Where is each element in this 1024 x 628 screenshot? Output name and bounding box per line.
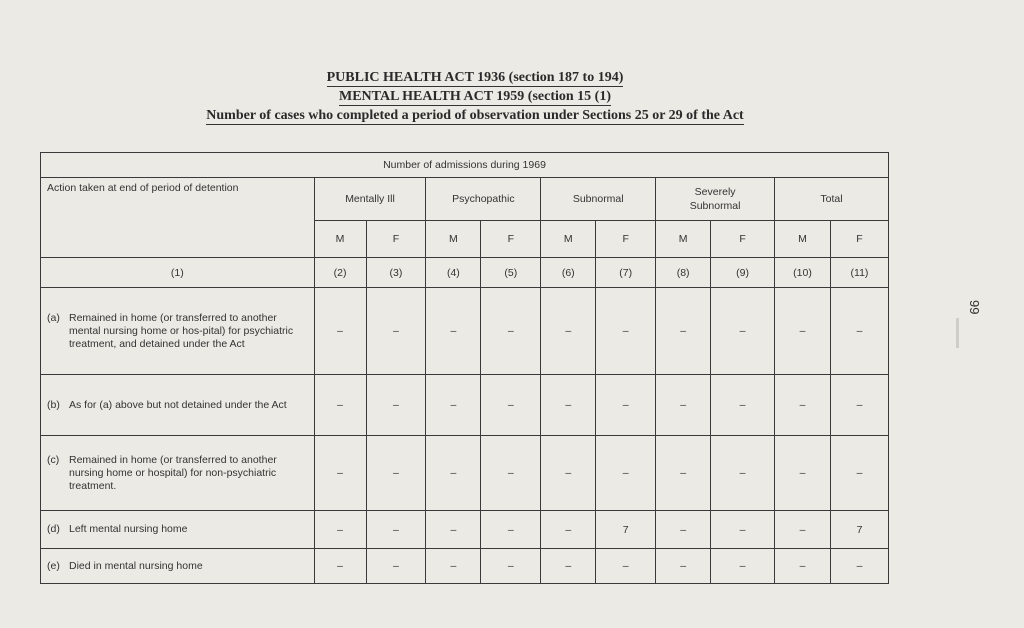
title-line-1: PUBLIC HEALTH ACT 1936 (section 187 to 194) xyxy=(326,70,624,85)
cell: – xyxy=(656,549,711,584)
cell: – xyxy=(481,549,541,584)
binding-mark xyxy=(956,318,959,348)
table-row xyxy=(41,436,889,511)
cell: – xyxy=(481,288,541,375)
sex-header: F xyxy=(366,221,426,258)
table-row xyxy=(41,375,889,436)
col-number: (7) xyxy=(596,258,656,288)
cell: – xyxy=(711,288,775,375)
cell: – xyxy=(656,375,711,436)
col-number: (11) xyxy=(830,258,888,288)
sex-header: M xyxy=(426,221,481,258)
cell: – xyxy=(830,375,888,436)
group-header: Total xyxy=(775,178,889,221)
group-header: Psychopathic xyxy=(426,178,541,221)
document-titles xyxy=(0,68,950,125)
cell: 7 xyxy=(830,511,888,549)
cell: – xyxy=(314,511,366,549)
row-label: (a) Remained in home (or transferred to another mental nursing home or hos-pital) for psychiatric treatment, and detained under the Act xyxy=(41,288,315,375)
col-number: (4) xyxy=(426,258,481,288)
col-number: (5) xyxy=(481,258,541,288)
sex-header: M xyxy=(775,221,831,258)
row-label: (b) As for (a) above but not detained under the Act xyxy=(41,375,315,436)
table-top-header: Number of admissions during 1969 xyxy=(41,153,889,178)
title-line-2: MENTAL HEALTH ACT 1959 (section 15 (1) xyxy=(339,89,611,104)
cell: – xyxy=(366,288,426,375)
cell: – xyxy=(541,436,596,511)
sex-header: F xyxy=(596,221,656,258)
group-header: Severely Subnormal xyxy=(656,178,775,221)
cell: – xyxy=(314,436,366,511)
cell: – xyxy=(830,288,888,375)
cell: – xyxy=(596,549,656,584)
table-row xyxy=(41,511,889,549)
cell: – xyxy=(775,511,831,549)
row-label: (e) Died in mental nursing home xyxy=(41,549,315,584)
cell: – xyxy=(481,375,541,436)
cell: 7 xyxy=(596,511,656,549)
cell: – xyxy=(314,375,366,436)
cell: – xyxy=(541,375,596,436)
sex-header: M xyxy=(656,221,711,258)
cell: – xyxy=(426,288,481,375)
cell: – xyxy=(426,511,481,549)
row-label: (d) Left mental nursing home xyxy=(41,511,315,549)
sex-header: F xyxy=(830,221,888,258)
cell: – xyxy=(775,436,831,511)
sex-header: F xyxy=(711,221,775,258)
cell: – xyxy=(426,549,481,584)
cell: – xyxy=(656,436,711,511)
cell: – xyxy=(775,375,831,436)
sex-header: M xyxy=(541,221,596,258)
table-row xyxy=(41,288,889,375)
table-row xyxy=(41,549,889,584)
col-number: (1) xyxy=(41,258,315,288)
cell: – xyxy=(366,436,426,511)
cell: – xyxy=(426,375,481,436)
cell: – xyxy=(481,511,541,549)
cell: – xyxy=(656,288,711,375)
cell: – xyxy=(541,288,596,375)
cell: – xyxy=(366,511,426,549)
row-header: Action taken at end of period of detention xyxy=(41,178,315,258)
cell: – xyxy=(314,288,366,375)
cell: – xyxy=(711,375,775,436)
cell: – xyxy=(596,436,656,511)
sex-header: M xyxy=(314,221,366,258)
col-number: (2) xyxy=(314,258,366,288)
admissions-table xyxy=(40,152,889,584)
sex-header: F xyxy=(481,221,541,258)
cell: – xyxy=(830,436,888,511)
cell: – xyxy=(314,549,366,584)
col-number: (6) xyxy=(541,258,596,288)
cell: – xyxy=(711,511,775,549)
row-label: (c) Remained in home (or transferred to another nursing home or hospital) for non-psychiatric treatment. xyxy=(41,436,315,511)
cell: – xyxy=(481,436,541,511)
cell: – xyxy=(366,375,426,436)
group-header: Mentally Ill xyxy=(314,178,426,221)
col-number: (3) xyxy=(366,258,426,288)
cell: – xyxy=(775,549,831,584)
cell: – xyxy=(596,288,656,375)
cell: – xyxy=(541,511,596,549)
col-number: (8) xyxy=(656,258,711,288)
cell: – xyxy=(541,549,596,584)
col-number: (9) xyxy=(711,258,775,288)
group-header: Subnormal xyxy=(541,178,656,221)
cell: – xyxy=(596,375,656,436)
cell: – xyxy=(775,288,831,375)
page-number: 99 xyxy=(967,300,982,315)
title-line-3: Number of cases who completed a period of observation under Sections 25 or 29 of the Act xyxy=(206,108,744,123)
cell: – xyxy=(711,436,775,511)
col-number: (10) xyxy=(775,258,831,288)
cell: – xyxy=(830,549,888,584)
cell: – xyxy=(426,436,481,511)
cell: – xyxy=(656,511,711,549)
cell: – xyxy=(366,549,426,584)
cell: – xyxy=(711,549,775,584)
